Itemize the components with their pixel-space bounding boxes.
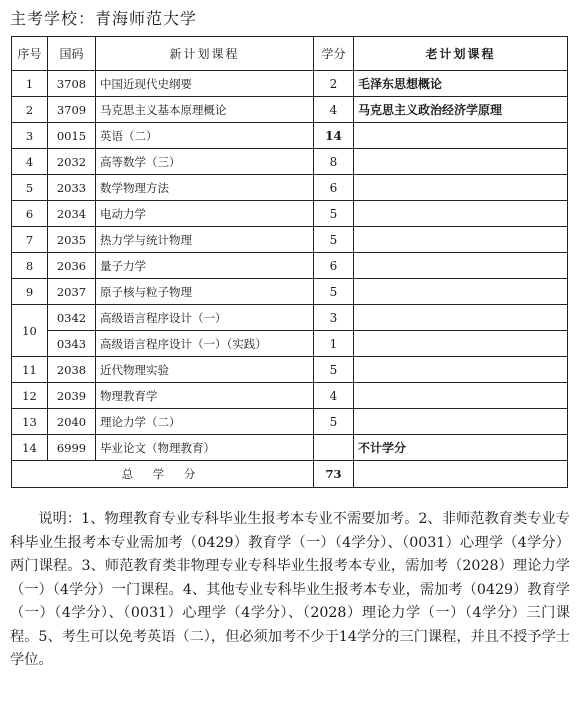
cell-course-name: 物理教育学 bbox=[96, 383, 314, 409]
cell-credits: 8 bbox=[314, 149, 354, 175]
cell-credits: 3 bbox=[314, 305, 354, 331]
total-label: 总 学 分 bbox=[12, 461, 314, 488]
cell-course-name: 高级语言程序设计（一）（实践） bbox=[96, 331, 314, 357]
cell-seq: 2 bbox=[12, 97, 48, 123]
cell-code: 2036 bbox=[48, 253, 96, 279]
cell-seq: 1 bbox=[12, 71, 48, 97]
cell-seq: 11 bbox=[12, 357, 48, 383]
table-row bbox=[12, 279, 568, 305]
cell-course-name: 马克思主义基本原理概论 bbox=[96, 97, 314, 123]
cell-old-course bbox=[354, 201, 568, 227]
cell-credits: 5 bbox=[314, 279, 354, 305]
total-row bbox=[12, 461, 568, 488]
table-row bbox=[12, 383, 568, 409]
cell-course-name: 电动力学 bbox=[96, 201, 314, 227]
header-old-course: 老计划课程 bbox=[354, 37, 568, 71]
cell-old-course bbox=[354, 175, 568, 201]
school-label: 主考学校： bbox=[10, 9, 96, 28]
cell-code: 3709 bbox=[48, 97, 96, 123]
cell-old-course bbox=[354, 331, 568, 357]
cell-code: 0342 bbox=[48, 305, 96, 331]
cell-seq: 8 bbox=[12, 253, 48, 279]
cell-seq: 9 bbox=[12, 279, 48, 305]
table-row bbox=[12, 97, 568, 123]
cell-course-name: 近代物理实验 bbox=[96, 357, 314, 383]
table-row bbox=[12, 305, 568, 331]
table-row bbox=[12, 149, 568, 175]
cell-code: 2032 bbox=[48, 149, 96, 175]
total-empty-cell bbox=[354, 461, 568, 488]
cell-course-name: 数学物理方法 bbox=[96, 175, 314, 201]
cell-credits: 6 bbox=[314, 253, 354, 279]
table-header-row bbox=[12, 37, 568, 71]
cell-old-course bbox=[354, 279, 568, 305]
cell-seq: 13 bbox=[12, 409, 48, 435]
cell-course-name: 高级语言程序设计（一） bbox=[96, 305, 314, 331]
cell-course-name: 高等数学（三） bbox=[96, 149, 314, 175]
cell-course-name: 英语（二） bbox=[96, 123, 314, 149]
table-row bbox=[12, 201, 568, 227]
cell-old-course bbox=[354, 305, 568, 331]
cell-old-course bbox=[354, 227, 568, 253]
cell-old-course: 马克思主义政治经济学原理 bbox=[354, 97, 568, 123]
cell-credits: 4 bbox=[314, 383, 354, 409]
cell-old-course bbox=[354, 383, 568, 409]
table-row bbox=[12, 253, 568, 279]
cell-old-course bbox=[354, 409, 568, 435]
cell-seq: 10 bbox=[12, 305, 48, 357]
table-row bbox=[12, 435, 568, 461]
header-seq: 序号 bbox=[12, 37, 48, 71]
cell-old-course bbox=[354, 357, 568, 383]
cell-code: 0343 bbox=[48, 331, 96, 357]
table-row bbox=[12, 175, 568, 201]
cell-old-course: 毛泽东思想概论 bbox=[354, 71, 568, 97]
cell-seq: 4 bbox=[12, 149, 48, 175]
cell-course-name: 热力学与统计物理 bbox=[96, 227, 314, 253]
cell-seq: 5 bbox=[12, 175, 48, 201]
cell-code: 6999 bbox=[48, 435, 96, 461]
table-row bbox=[12, 409, 568, 435]
cell-course-name: 量子力学 bbox=[96, 253, 314, 279]
cell-code: 2040 bbox=[48, 409, 96, 435]
cell-seq: 7 bbox=[12, 227, 48, 253]
explanatory-note: 说明：1、物理教育专业专科毕业生报考本专业不需要加考。2、非师范教育类专业专科毕业生报考本专业需加考（0429）教育学（一）（4学分）、（0031）心理学（4学分）两门课程。3、师范教育类非物理专业专科毕业生报考本专业，需加考（2028）理论力学（一）（4学分）一门课程。4、其他专业专科毕业生报考本专业，需加考（0429）教育学（一）（4学分）、（0031）心理学（4学分）、（2028）理论力学（一）（4学分）三门课程。5、考生可以免考英语（二），但必须加考不少于14学分的三门课程，并且不授予学士学位。 bbox=[10, 511, 570, 668]
cell-code: 2038 bbox=[48, 357, 96, 383]
cell-course-name: 理论力学（二） bbox=[96, 409, 314, 435]
cell-seq: 12 bbox=[12, 383, 48, 409]
header-new-course: 新计划课程 bbox=[96, 37, 314, 71]
cell-course-name: 毕业论文（物理教育） bbox=[96, 435, 314, 461]
school-header bbox=[10, 6, 197, 29]
table-row bbox=[12, 227, 568, 253]
cell-old-course bbox=[354, 149, 568, 175]
course-table bbox=[11, 36, 568, 488]
cell-code: 2035 bbox=[48, 227, 96, 253]
table-row bbox=[12, 71, 568, 97]
table-row bbox=[12, 123, 568, 149]
cell-course-name: 中国近现代史纲要 bbox=[96, 71, 314, 97]
cell-credits: 2 bbox=[314, 71, 354, 97]
cell-code: 0015 bbox=[48, 123, 96, 149]
table-row bbox=[12, 357, 568, 383]
cell-credits: 5 bbox=[314, 357, 354, 383]
cell-code: 2033 bbox=[48, 175, 96, 201]
header-credits: 学分 bbox=[314, 37, 354, 71]
cell-course-name: 原子核与粒子物理 bbox=[96, 279, 314, 305]
cell-old-course bbox=[354, 253, 568, 279]
cell-credits: 4 bbox=[314, 97, 354, 123]
cell-credits bbox=[314, 435, 354, 461]
cell-credits: 6 bbox=[314, 175, 354, 201]
cell-code: 3708 bbox=[48, 71, 96, 97]
cell-credits: 14 bbox=[314, 123, 354, 149]
cell-seq: 14 bbox=[12, 435, 48, 461]
cell-credits: 5 bbox=[314, 201, 354, 227]
table-row bbox=[12, 331, 568, 357]
cell-code: 2037 bbox=[48, 279, 96, 305]
cell-credits: 5 bbox=[314, 227, 354, 253]
cell-seq: 3 bbox=[12, 123, 48, 149]
total-value: 73 bbox=[314, 461, 354, 488]
cell-credits: 5 bbox=[314, 409, 354, 435]
cell-code: 2034 bbox=[48, 201, 96, 227]
school-name: 青海师范大学 bbox=[95, 9, 198, 28]
cell-credits: 1 bbox=[314, 331, 354, 357]
header-code: 国码 bbox=[48, 37, 96, 71]
cell-old-course bbox=[354, 123, 568, 149]
cell-code: 2039 bbox=[48, 383, 96, 409]
cell-old-course: 不计学分 bbox=[354, 435, 568, 461]
cell-seq: 6 bbox=[12, 201, 48, 227]
